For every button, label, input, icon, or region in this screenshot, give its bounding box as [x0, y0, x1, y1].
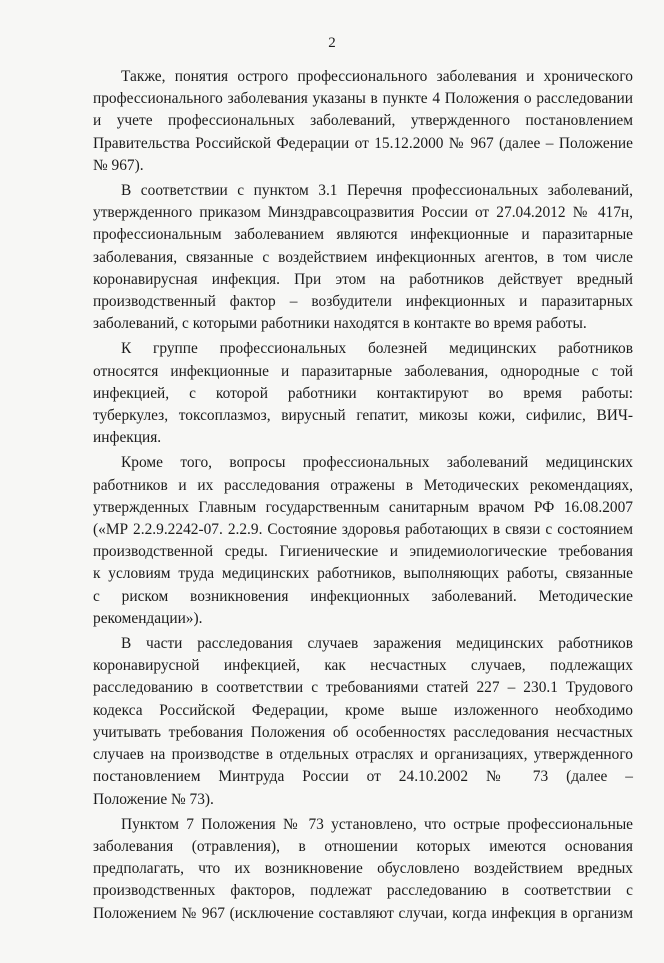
paragraph-line: инфекцией, с которой работники контактируют во время работы: — [93, 384, 633, 402]
document-body — [93, 66, 633, 925]
paragraph-line: коронавирусная инфекция. При этом на работников действует вредный — [93, 270, 633, 288]
paragraph-line: производственный фактор – возбудители инфекционных и паразитарных — [93, 293, 633, 311]
paragraph-line: производственной среды. Гигиенические и эпидемиологические требования — [93, 543, 633, 561]
paragraph-line: рекомендации»). — [93, 609, 203, 627]
paragraph-line: профессионального заболевания указаны в пункте 4 Положения о расследовании — [93, 90, 633, 108]
paragraph-line: Кроме того, вопросы профессиональных заболеваний медицинских — [121, 454, 633, 472]
paragraph-line: заболевания (отравления), в отношении которых имеются основания — [93, 837, 633, 855]
paragraph-line: к условиям труда медицинских работников, выполняющих работы, связанные — [93, 565, 633, 583]
paragraph-line: относятся инфекционные и паразитарные заболевания, однородные с той — [93, 362, 633, 380]
paragraph-line: Также, понятия острого профессионального заболевания и хронического — [121, 68, 633, 85]
paragraph-line: и учете профессиональных заболеваний, утвержденного постановлением — [93, 112, 633, 130]
paragraph-line: заболеваний, с которыми работники находятся в контакте во время работы. — [93, 315, 587, 333]
paragraph-line: учитывать требования Положения об особенностях расследования несчастных — [93, 723, 633, 741]
paragraph-line: утвержденных Главным государственным санитарным врачом РФ 16.08.2007 — [93, 498, 633, 516]
paragraph — [93, 180, 633, 335]
paragraph-line: расследованию в соответствии с требованиями статей 227 – 230.1 Трудового — [93, 679, 633, 697]
paragraph-line: коронавирусной инфекцией, как несчастных случаев, подлежащих — [93, 657, 633, 675]
paragraph-line: В части расследования случаев заражения медицинских работников — [121, 635, 633, 653]
paragraph-line: постановлением Минтруда России от 24.10.2002 № 73 (далее – — [93, 768, 633, 786]
paragraph-line: предполагать, что их возникновение обусловлено воздействием вредных — [93, 860, 633, 878]
paragraph-line: инфекция. — [93, 429, 162, 447]
paragraph-line: с риском возникновения инфекционных заболеваний. Методические — [93, 587, 633, 605]
paragraph-line: Пунктом 7 Положения № 73 установлено, что острые профессиональные — [121, 815, 633, 833]
paragraph-line: производственных факторов, подлежат расследованию в соответствии с — [93, 882, 633, 900]
paragraph-line: Положение № 73). — [93, 790, 214, 808]
paragraph-line: туберкулез, токсоплазмоз, вирусный гепатит, микозы кожи, сифилис, ВИЧ- — [93, 407, 633, 425]
paragraph-line: утвержденного приказом Минздравсоцразвития России от 27.04.2012 № 417н, — [93, 204, 633, 222]
paragraph-line: В соответствии с пунктом 3.1 Перечня профессиональных заболеваний, — [121, 182, 633, 200]
paragraph-line: профессиональным заболеванием являются инфекционные и паразитарные — [93, 226, 633, 244]
paragraph-line: К группе профессиональных болезней медицинских работников — [121, 340, 633, 358]
paragraph — [93, 633, 633, 811]
page-number: 2 — [328, 35, 336, 51]
paragraph — [93, 66, 633, 177]
paragraph-line: кодекса Российской Федерации, кроме выше изложенного необходимо — [93, 701, 633, 719]
paragraph — [93, 338, 633, 449]
paragraph-line: заболевания, связанные с воздействием инфекционных агентов, в том числе — [93, 248, 633, 266]
paragraph — [93, 452, 633, 630]
paragraph-line: случаев на производстве в отдельных отраслях и организациях, утвержденного — [93, 746, 633, 764]
paragraph-line: Правительства Российской Федерации от 15.12.2000 № 967 (далее – Положение — [93, 134, 633, 152]
paragraph-line: («МР 2.2.9.2242-07. 2.2.9. Состояние здоровья работающих в связи с состоянием — [93, 521, 633, 539]
paragraph-line: Положением № 967 (исключение составляют случаи, когда инфекция в организм — [93, 904, 633, 922]
paragraph-line: работников и их расследования отражены в Методических рекомендациях, — [93, 476, 633, 494]
paragraph-line: № 967). — [93, 156, 144, 174]
paragraph — [93, 814, 633, 925]
